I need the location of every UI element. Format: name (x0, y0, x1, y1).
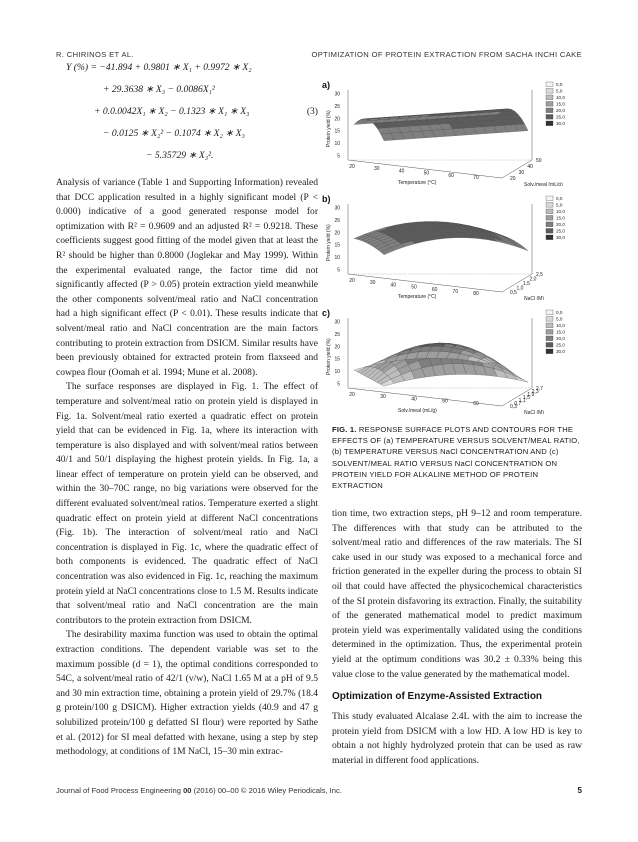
equation-line: + 0.0.0042X₁ ∗ X₂ − 0.1323 ∗ X₁ ∗ X₃ (94, 106, 250, 117)
legend-label: 0,0 (556, 196, 563, 201)
legend-label: 5,0 (556, 88, 563, 94)
z-tick-label: 20 (334, 230, 340, 237)
legend-label: 10,0 (556, 209, 565, 214)
legend-label: 15,0 (556, 101, 565, 107)
y-tick-label: 2,0 (529, 276, 537, 283)
equation-line: − 5.35729 ∗ X₃². (146, 150, 214, 161)
footer-journal: Journal of Food Process Engineering (56, 786, 181, 795)
legend-swatch (546, 323, 553, 328)
legend-swatch (546, 115, 553, 120)
x-tick-label: 60 (473, 400, 479, 407)
x-axis-label: Solv./meal (mL/g) (398, 408, 437, 414)
legend-label: 20,0 (556, 108, 565, 113)
figure-caption (332, 424, 582, 491)
paragraph-enzyme: This study evaluated Alcalase 2.4L with the aim to increase the protein yield from DSICM with a low HD. A low HD is key to obtain a not highly hydrolyzed protein that can be used as raw material in different food applications. (332, 711, 582, 766)
legend-swatch (546, 102, 553, 107)
y-axis-label: Solv./meal (mL/g) (524, 182, 563, 186)
x-tick-label: 40 (411, 396, 417, 403)
y-tick-label: 40 (527, 164, 533, 170)
x-tick-label: 20 (349, 164, 355, 170)
x-tick-label: 30 (369, 280, 376, 287)
surface-plot-a (320, 78, 590, 186)
x-axis-label: Temperature (°C) (398, 180, 437, 186)
page-number: 5 (577, 786, 582, 795)
left-column (56, 176, 318, 760)
z-tick-label: 15 (334, 242, 340, 249)
equation-line: + 29.3638 ∗ X₃ − 0.0086X₁² (103, 84, 215, 95)
y-tick-label: 1,9 (527, 392, 535, 398)
z-axis-label: Protein yield (%) (326, 224, 332, 261)
y-tick-label: 0,7 (514, 401, 522, 407)
legend-label: 10,0 (556, 95, 565, 100)
x-tick-label: 60 (431, 286, 438, 293)
legend-swatch (546, 108, 553, 113)
legend-swatch (546, 196, 553, 201)
z-tick-label: 15 (334, 356, 340, 363)
surface-plot-b (320, 192, 590, 300)
z-tick-label: 5 (337, 381, 340, 388)
figure-caption-label: FIG. 1. (332, 425, 357, 434)
section-heading: Optimization of Enzyme-Assisted Extraction (332, 691, 543, 703)
equation-line: Y (%) = −41.894 + 0.9801 ∗ X₁ + 0.9972 ∗ X₂ (66, 62, 252, 73)
legend-label: 0,0 (556, 82, 563, 87)
legend-swatch (546, 317, 553, 322)
y-tick-label: 0,3 (510, 404, 517, 410)
legend-label: 10,0 (556, 323, 565, 328)
y-tick-label: 2,5 (536, 272, 543, 278)
legend-swatch (546, 82, 553, 87)
y-tick-label: 20 (510, 176, 516, 182)
x-tick-label: 50 (411, 284, 417, 291)
x-tick-label: 30 (374, 166, 380, 173)
legend-label: 20,0 (556, 222, 565, 227)
legend-label: 30,0 (556, 121, 565, 126)
x-tick-label: 70 (473, 175, 479, 181)
y-tick-label: 0,5 (510, 290, 517, 296)
x-tick-label: 30 (380, 394, 386, 401)
running-header-title: OPTIMIZATION OF PROTEIN EXTRACTION FROM SACHA INCHI CAKE (311, 50, 582, 59)
figure-caption-text: RESPONSE SURFACE PLOTS AND CONTOURS FOR THE EFFECTS OF (a) TEMPERATURE VERSUS SOLVENT/MEAL RATIO, (b) TEMPERATURE VERSUS NaCl CONCENTRATION AND (c) SOLVENT/MEAL RATIO VERSUS NaCl CONCENTRATION ON PROTEIN YIELD FOR ALKALINE METHOD OF PROTEIN EXTRACTION (332, 425, 580, 491)
y-tick-label: 1,5 (523, 395, 530, 401)
y-axis-label: NaCl (M) (524, 296, 544, 300)
z-tick-label: 10 (334, 255, 340, 262)
legend-label: 15,0 (556, 215, 565, 221)
y-tick-label: 2,3 (531, 389, 539, 395)
legend-label: 20,0 (556, 336, 565, 341)
legend-swatch (546, 229, 553, 234)
legend-label: 25,0 (556, 114, 565, 120)
x-tick-label: 70 (452, 289, 459, 295)
legend-swatch (546, 336, 553, 341)
equation-number: (3) (306, 106, 318, 117)
y-tick-label: 30 (518, 170, 525, 176)
legend-swatch (546, 330, 553, 335)
y-tick-label: 2,7 (536, 386, 543, 392)
legend-label: 25,0 (556, 342, 565, 348)
z-tick-label: 25 (334, 331, 340, 338)
panel-label: c) (322, 308, 331, 318)
legend-label: 0,0 (556, 310, 563, 315)
y-axis-label: NaCl (M) (524, 410, 544, 414)
legend-swatch (546, 310, 553, 315)
surface-plot-c (320, 306, 590, 414)
z-tick-label: 25 (334, 103, 340, 110)
z-tick-label: 30 (334, 319, 340, 326)
z-axis-label: Protein yield (%) (326, 110, 332, 147)
footer-citation (56, 786, 342, 795)
figure-1 (320, 78, 590, 418)
x-tick-label: 60 (448, 172, 454, 179)
x-tick-label: 80 (473, 291, 479, 298)
legend-swatch (546, 222, 553, 227)
z-tick-label: 30 (334, 205, 340, 212)
paragraph-continued: tion time, two extraction steps, pH 9–12 and room temperature. The differences with that study can be attributed to the solvent/meal ratio and differences of the raw materials. The SI cake used in our study was exposed to a mechanical force and friction generated in the expeller during the process to obtain SI oil that could have affected the physicochemical characteristics of the SI protein disfavoring its extraction. Finally, the suitability of the generated mathematical model to predict maximum protein yield was experimentally validated using the conditions determined in the optimization. Thus, the experimental protein yield at the optimum conditions was 30.2 ± 0.33% being this value close to the value generated by the mathematical model. (332, 508, 582, 680)
x-tick-label: 40 (398, 168, 405, 175)
paragraph-anova: Analysis of variance (Table 1 and Supporting Information) revealed that DCC application resulted in a highly significant model (P < 0.000) indicative of a good generated response model for optimization with R² = 0.9609 and an adjusted R² = 0.9218. These coefficients suggest good fitting of the model given that at least the R² should be higher than 0.8000 (Joglekar and May 1999). Within the experimental evaluated range, the factor time did not significantly affected (P > 0.05) protein extraction yield meanwhile the other components solvent/meal ratio and NaCl concentration had a high significant effect (P < 0.01). These results indicate that solvent/meal ratio and NaCl concentration are the main factors contributing to protein extraction from DSICM. Similar results have been previously obtained for extracted protein from flaxseed and cowpea flour (Oomah et al. 1994; Mune et al. 2008). (56, 177, 318, 378)
z-tick-label: 5 (337, 153, 340, 160)
legend-label: 5,0 (556, 202, 563, 208)
legend-swatch (546, 95, 553, 100)
right-column (332, 507, 582, 769)
legend-label: 30,0 (556, 235, 565, 240)
z-tick-label: 30 (334, 91, 340, 98)
x-tick-label: 50 (423, 170, 430, 177)
x-tick-label: 50 (442, 398, 448, 405)
z-tick-label: 5 (337, 267, 340, 274)
footer-rest: (2016) 00–00 © 2016 Wiley Periodicals, Inc. (191, 786, 342, 795)
running-header-authors: R. CHIRINOS ET AL. (56, 50, 134, 59)
y-tick-label: 1,0 (516, 285, 524, 292)
legend-label: 25,0 (556, 228, 565, 234)
y-tick-label: 1,1 (518, 398, 526, 404)
z-tick-label: 25 (334, 217, 340, 224)
z-axis-label: Protein yield (%) (326, 338, 332, 375)
legend-swatch (546, 216, 553, 221)
z-tick-label: 15 (334, 128, 340, 135)
x-tick-label: 20 (349, 278, 355, 284)
legend-swatch (546, 343, 553, 348)
legend-swatch (546, 209, 553, 214)
x-tick-label: 20 (349, 392, 355, 398)
panel-label: a) (322, 80, 331, 90)
paragraph-surface-responses: The surface responses are displayed in Fig. 1. The effect of temperature and solvent/meal ratio on protein yield is displayed in Fig. 1a. Solvent/meal ratio exerted a quadratic effect on protein yield that can be evidenced in Fig. 1a, where its interaction with temperature is also displayed and with solvent/meal ratios between 40/1 and 50/1 displaying the highest protein yields. In Fig. 1a, a linear effect of temperature on protein yield can be observed, and within the 30–70C range, no big variations were observed for the different evaluated solvent/meal ratios. Temperature exerted a slight quadratic effect on protein yield at different NaCl concentrations (Fig. 1b). The interaction of solvent/meal ratio and NaCl concentration is displayed in Fig. 1c, where the quadratic effect of both components is evidenced. The quadratic effect of NaCl concentration was also evidenced in Fig. 1c, reaching the maximum protein yield at NaCl concentrations close to 1.5 M. Results indicate that solvent/meal ratio and NaCl concentration are the main contributors to the protein extraction from DSICM. (56, 381, 318, 626)
z-tick-label: 20 (334, 116, 340, 123)
paragraph-desirability: The desirability maxima function was used to obtain the optimal extraction conditions. The dependent variable was set to the maximum possible (d = 1), the optimal conditions corresponded to 54C, a solvent/meal ratio of 42/1 (v/w), NaCl 1.65 M at a pH of 9.5 and 30 min extraction time, obtaining a protein yield of 29.7% (18.4 g protein/100 g DSICM). Higher extraction yields (40.9 and 47 g solubilized protein/100 g defatted SI flour) were reported by Sathe et al. (2012) for SI meal defatted with hexane, using a step by step methodology, at conditions of 1M NaCl, 15–30 min extrac- (56, 629, 318, 758)
legend-label: 5,0 (556, 316, 563, 322)
panel-label: b) (322, 194, 331, 204)
y-tick-label: 1,5 (523, 281, 530, 287)
x-tick-label: 40 (390, 282, 397, 289)
legend-swatch (546, 89, 553, 94)
footer-volume: 00 (183, 786, 192, 795)
z-tick-label: 10 (334, 369, 340, 376)
legend-swatch (546, 349, 553, 354)
y-tick-label: 50 (536, 158, 542, 164)
legend-label: 30,0 (556, 349, 565, 354)
z-tick-label: 20 (334, 344, 340, 351)
z-tick-label: 10 (334, 141, 340, 148)
equation-line: − 0.0125 ∗ X₂² − 0.1074 ∗ X₂ ∗ X₃ (103, 128, 245, 139)
legend-swatch (546, 203, 553, 208)
legend-swatch (546, 121, 553, 126)
x-axis-label: Temperature (°C) (398, 294, 437, 300)
legend-swatch (546, 235, 553, 240)
legend-label: 15,0 (556, 329, 565, 335)
